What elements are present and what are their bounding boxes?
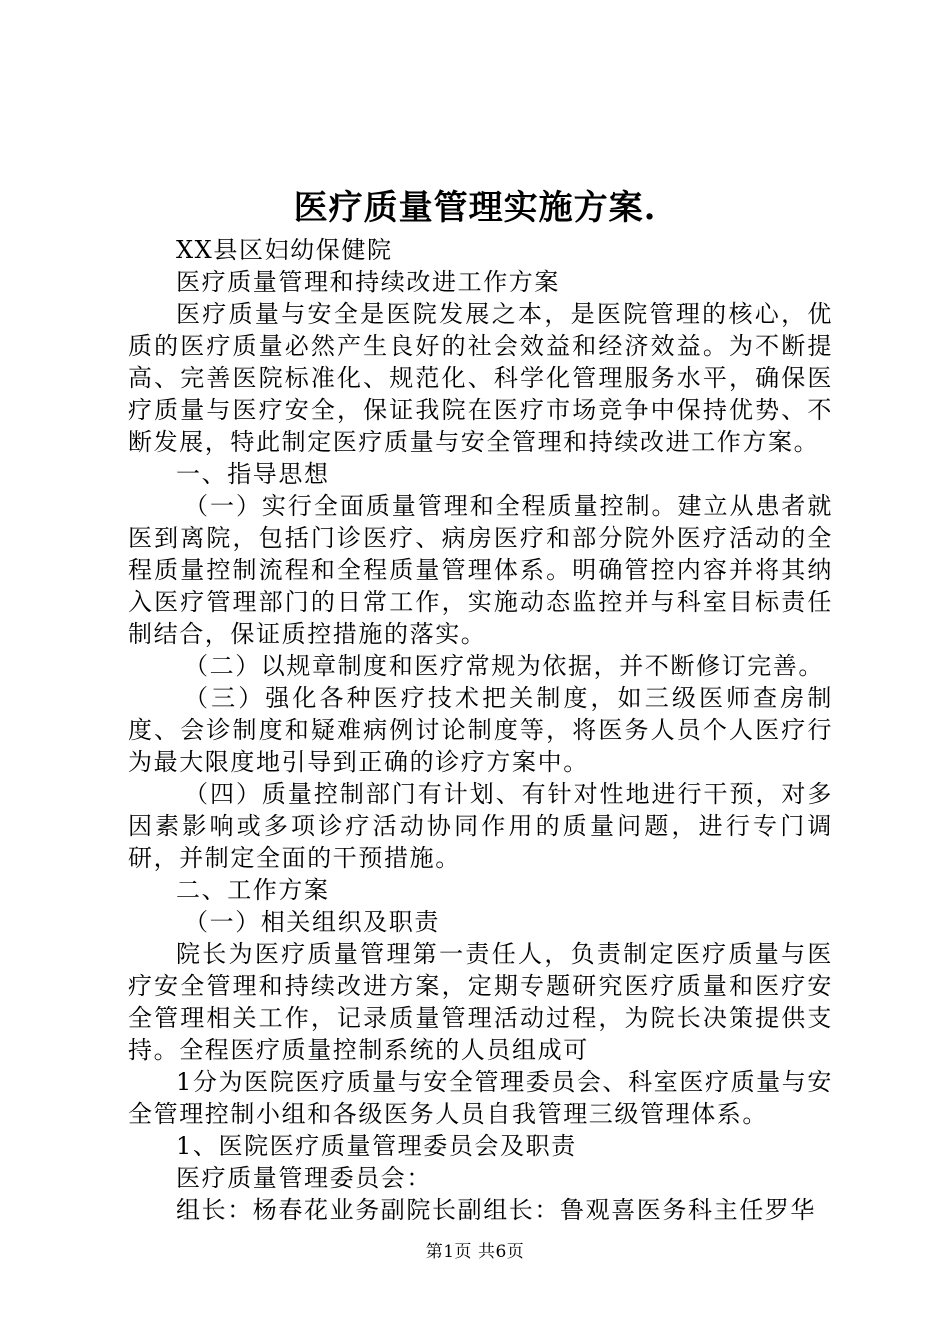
section-heading-guiding-idea: 一、指导思想 <box>176 460 330 488</box>
paragraph-item-2: （二）以规章制度和医疗常规为依据，并不断修订完善。 <box>184 652 824 680</box>
document-title: 医疗质量管理实施方案. <box>293 188 657 228</box>
paragraph-item-4: （四）质量控制部门有计划、有针对性地进行干预，对多因素影响或多项诊疗活动协同作用的质量问题，进行专门调研，并制定全面的干预措施。 <box>128 780 833 872</box>
paragraph-item-3: （三）强化各种医疗技术把关制度，如三级医师查房制度、会诊制度和疑难病例讨论制度等，将医务人员个人医疗行为最大限度地引导到正确的诊疗方案中。 <box>128 684 833 776</box>
paragraph-org-name: XX县区妇幼保健院 <box>176 236 393 264</box>
paragraph-responsibility: 院长为医疗质量管理第一责任人，负责制定医疗质量与医疗安全管理和持续改进方案，定期专题研究医疗质量和医疗安全管理相关工作，记录质量管理活动过程，为院长决策提供支持。全程医疗质量控制系统的人员组成可 <box>128 940 833 1064</box>
paragraph-subtitle: 医疗质量管理和持续改进工作方案 <box>176 268 560 296</box>
document-body <box>128 234 833 1226</box>
subsection-heading-committee: 1、医院医疗质量管理委员会及职责 <box>176 1132 577 1160</box>
section-heading-work-plan: 二、工作方案 <box>176 876 330 904</box>
paragraph-item-1: （一）实行全面质量管理和全程质量控制。建立从患者就医到离院，包括门诊医疗、病房医疗和部分院外医疗活动的全程质量控制流程和全程质量管理体系。明确管控内容并将其纳入医疗管理部门的日常工作，实施动态监控并与科室目标责任制结合，保证质控措施的落实。 <box>128 492 833 648</box>
paragraph-intro: 医疗质量与安全是医院发展之本，是医院管理的核心，优质的医疗质量必然产生良好的社会效益和经济效益。为不断提高、完善医院标准化、规范化、科学化管理服务水平，确保医疗质量与医疗安全，保证我院在医疗市场竞争中保持优势、不断发展，特此制定医疗质量与安全管理和持续改进工作方案。 <box>128 300 833 456</box>
page-footer: 第1页 共6页 <box>425 1242 525 1262</box>
subsection-heading-organization: （一）相关组织及职责 <box>184 908 440 936</box>
paragraph-committee-label: 医疗质量管理委员会： <box>176 1164 432 1192</box>
paragraph-three-level-system: 1分为医院医疗质量与安全管理委员会、科室医疗质量与安全管理控制小组和各级医务人员自我管理三级管理体系。 <box>128 1068 833 1128</box>
paragraph-committee-members: 组长：杨春花业务副院长副组长：鲁观喜医务科主任罗华 <box>176 1196 816 1224</box>
